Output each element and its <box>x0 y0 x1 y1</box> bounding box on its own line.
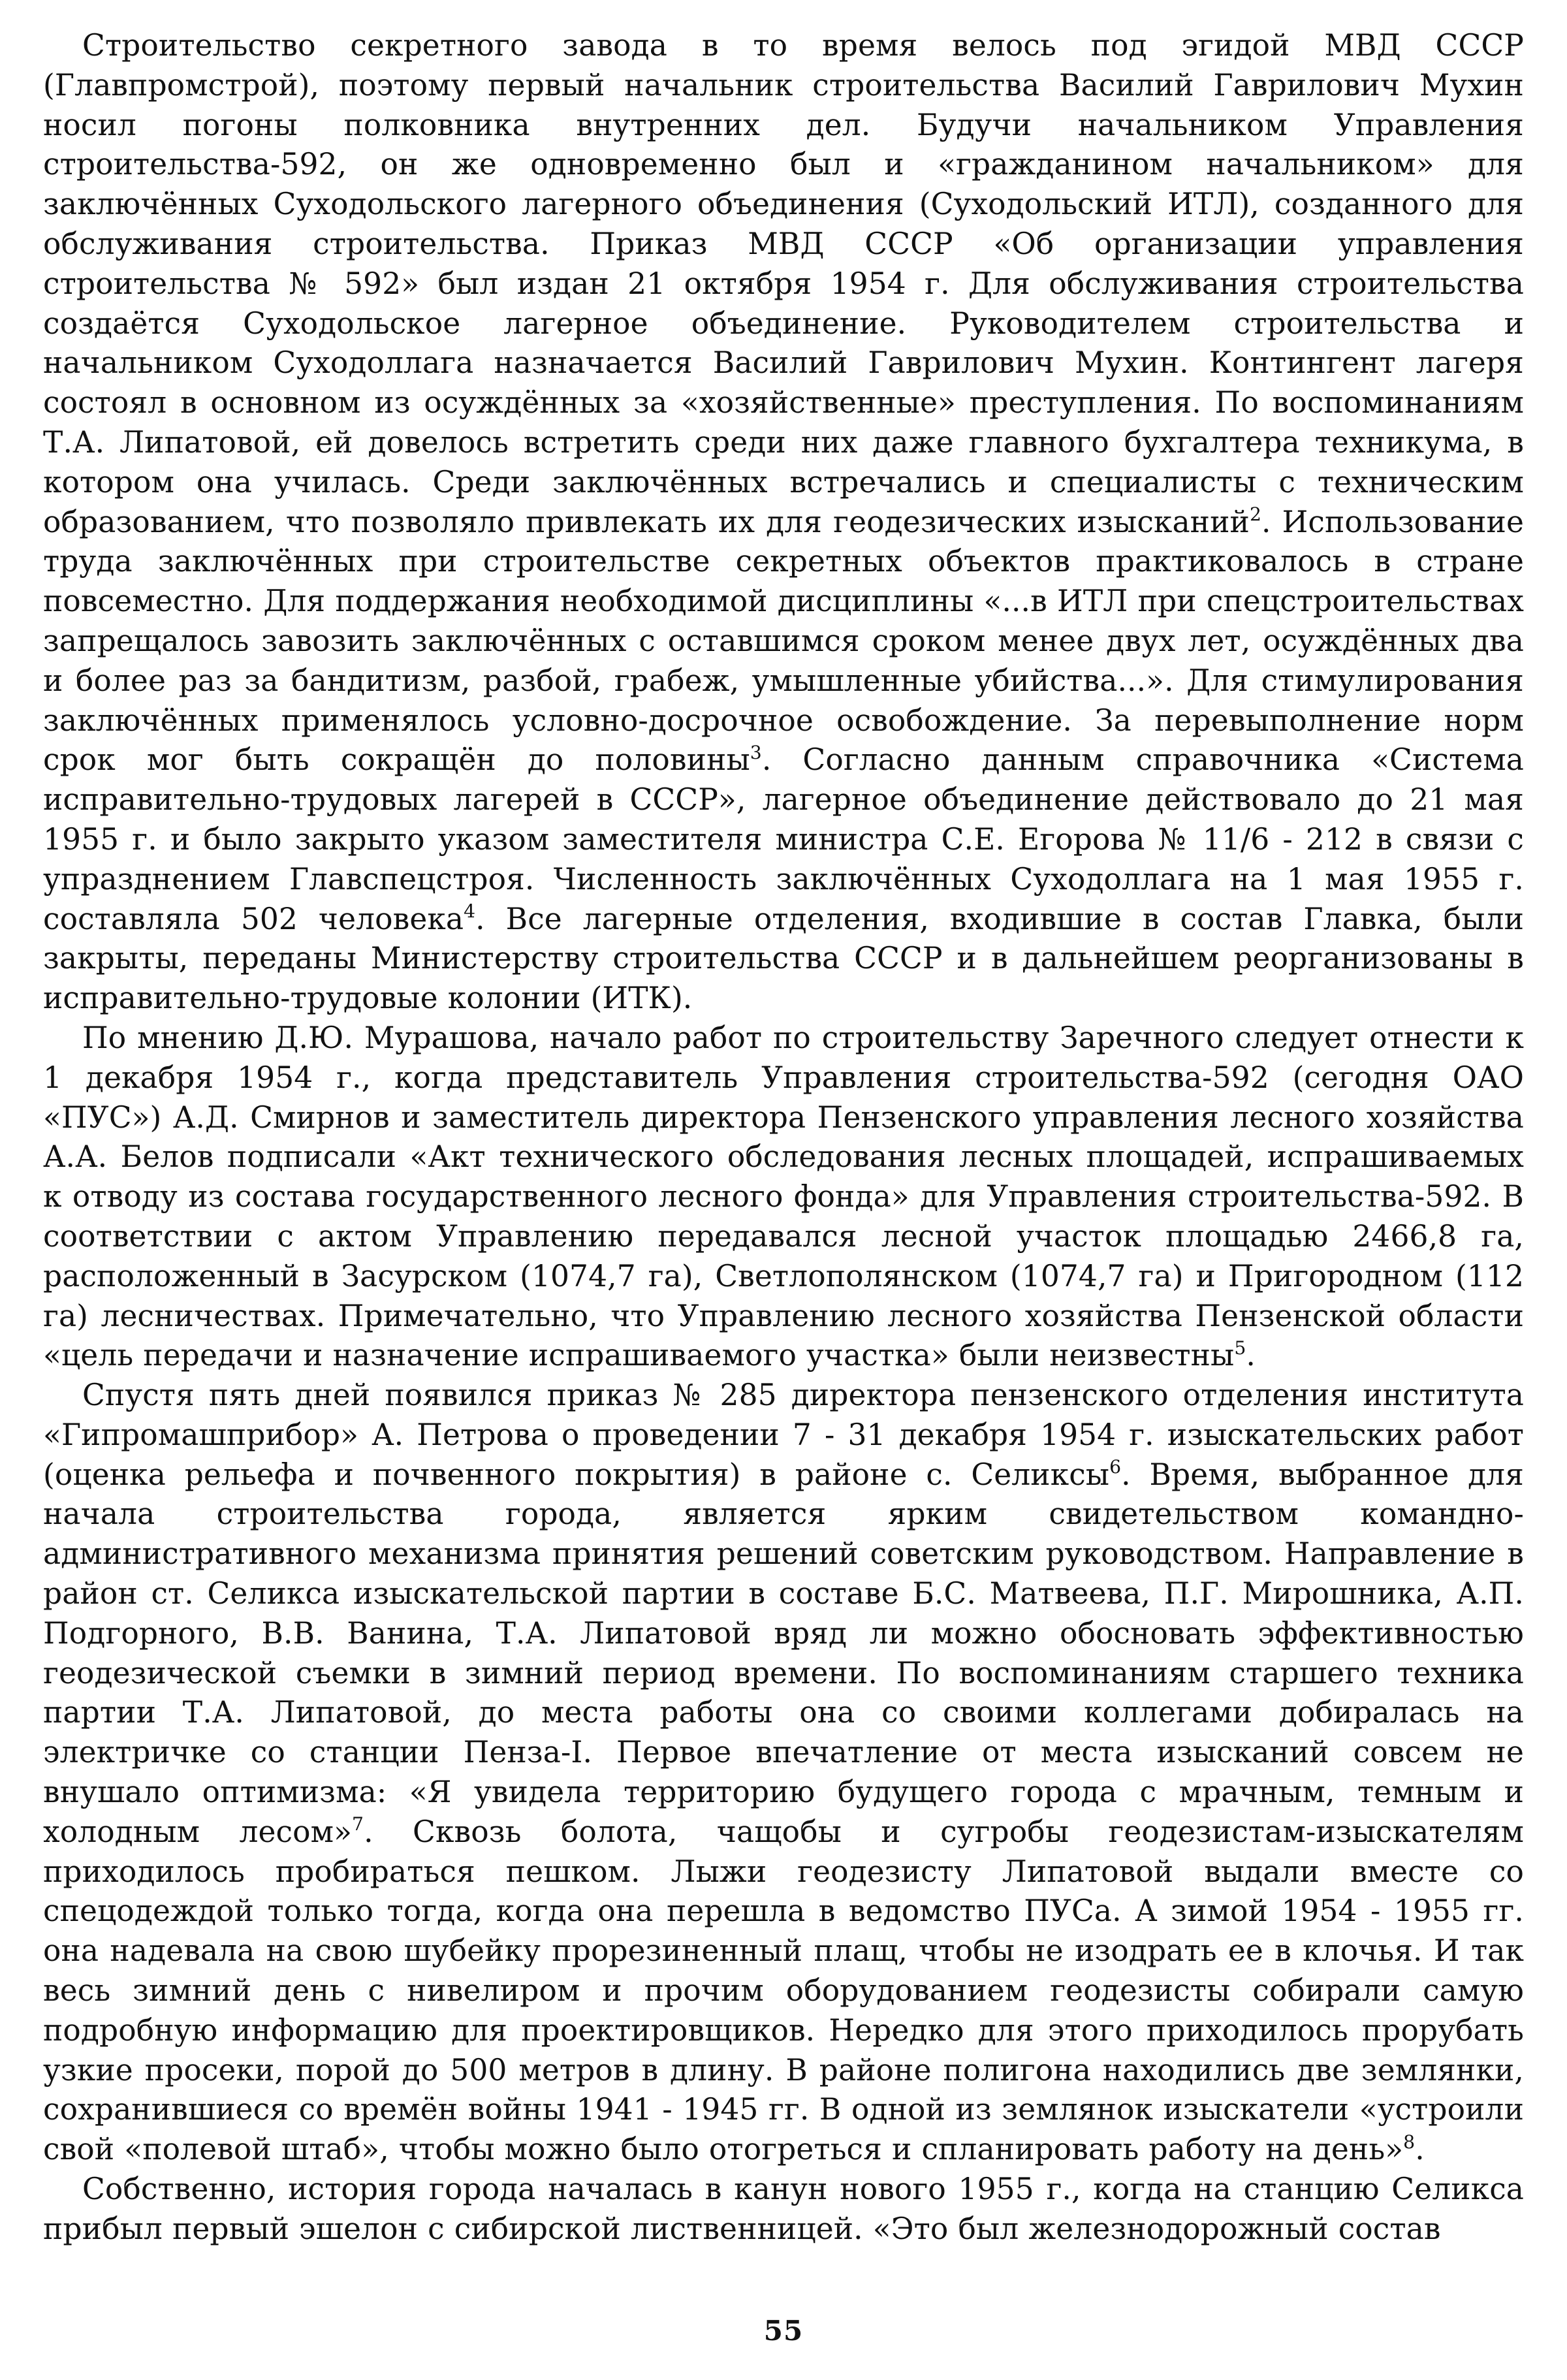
paragraph-1 <box>43 26 1524 1019</box>
paragraph-text: . <box>1415 2132 1425 2167</box>
paragraph-text: . <box>1246 1338 1256 1373</box>
paragraph-text: . Использование труда заключённых при строительстве секретных объектов практиковалось в стране повсеместно. Для поддержания необходимой дисциплины «...в ИТЛ при спецстроительствах запрещалось завозить заключённых с оставшимся сроком менее двух лет, осуждённых два и более раз за бандитизм, разбой, грабеж, умышленные убийства...». Для стимулирования заключённых применялось условно-досрочное освобождение. За перевыполнение норм срок мог быть сокращён до половины <box>43 504 1525 778</box>
paragraph-text: По мнению Д.Ю. Мурашова, начало работ по строительству Заречного следует отнести к 1 декабря 1954 г., когда представитель Управления строительства-592 (сегодня ОАО «ПУС») А.Д. Смирнов и заместитель директора Пензенского управления лесного хозяйства А.А. Белов подписали «Акт технического обследования лесных площадей, испрашиваемых к отводу из состава государственного лесного фонда» для Управления строительства-592. В соответствии с актом Управлению передавался лесной участок площадью 2466,8 га, расположенный в Засурском (1074,7 га), Светлополянском (1074,7 га) и Пригородном (112 га) лесничествах. Примечательно, что Управлению лесного хозяйства Пензенской области «цель передачи и назначение испрашиваемого участка» были неизвестны <box>43 1020 1524 1373</box>
footnote-ref-3[interactable]: 3 <box>750 741 762 763</box>
page-number: 55 <box>763 2315 804 2347</box>
footnote-ref-6[interactable]: 6 <box>1109 1456 1122 1478</box>
footnote-ref-2[interactable]: 2 <box>1249 503 1261 525</box>
footnote-ref-8[interactable]: 8 <box>1403 2131 1416 2153</box>
paragraph-2 <box>43 1019 1524 1376</box>
paragraph-4 <box>43 2170 1524 2249</box>
paragraph-text: Собственно, история города началась в канун нового 1955 г., когда на станцию Селикса прибыл первый эшелон с сибирской лиственницей. «Это был железнодорожный состав <box>43 2172 1524 2246</box>
footnote-ref-4[interactable]: 4 <box>464 900 476 922</box>
paragraph-text: Спустя пять дней появился приказ № 285 директора пензенского отделения института «Гипромашприбор» А. Петрова о проведении 7 - 31 декабря 1954 г. изыскательских работ (оценка рельефа и почвенного покрытия) в районе с. Селиксы <box>43 1378 1524 1492</box>
paragraph-text: . Согласно данным справочника «Система исправительно-трудовых лагерей в СССР», лагерное объединение действовало до 21 мая 1955 г. и было закрыто указом заместителя министра С.Е. Егорова № 11/6 - 212 в связи с упразднением Главспецстроя. Численность заключённых Суходоллага на 1 мая 1955 г. составляла 502 человека <box>43 742 1524 936</box>
paragraph-text: . Сквозь болота, чащобы и сугробы геодезистам-изыскателям приходилось пробираться пешком. Лыжи геодезисту Липатовой выдали вместе со спецодеждой только тогда, когда она перешла в ведомство ПУСа. А зимой 1954 - 1955 гг. она надевала на свою шубейку прорезиненный плащ, чтобы не изодрать ее в клочья. И так весь зимний день с нивелиром и прочим оборудованием геодезисты собирали самую подробную информацию для проектировщиков. Нередко для этого приходилось прорубать узкие просеки, порой до 500 метров в длину. В районе полигона находились две землянки, сохранившиеся со времён войны 1941 - 1945 гг. В одной из землянок изыскатели «устроили свой «полевой штаб», чтобы можно было отогреться и спланировать работу на день» <box>43 1814 1524 2167</box>
paragraph-text: . Все лагерные отделения, входившие в состав Главка, были закрыты, переданы Министерству строительства СССР и в дальнейшем реорганизованы в исправительно-трудовые колонии (ИТК). <box>43 901 1524 1016</box>
footnote-ref-7[interactable]: 7 <box>352 1813 364 1835</box>
paragraph-text: Строительство секретного завода в то время велось под эгидой МВД СССР (Главпромстрой), поэтому первый начальник строительства Василий Гаврилович Мухин носил погоны полковника внутренних дел. Будучи начальником Управления строительства-592, он же одновременно был и «гражданином начальником» для заключённых Суходольского лагерного объединения (Суходольский ИТЛ), созданного для обслуживания строительства. Приказ МВД СССР «Об организации управления строительства № 592» был издан 21 октября 1954 г. Для обслуживания строительства создаётся Суходольское лагерное объединение. Руководителем строительства и начальником Суходоллага назначается Василий Гаврилович Мухин. Контингент лагеря состоял в основном из осуждённых за «хозяйственные» преступления. По воспоминаниям Т.А. Липатовой, ей довелось встретить среди них даже главного бухгалтера техникума, в котором она училась. Среди заключённых встречались и специалисты с техническим образованием, что позволяло привлекать их для геодезических изысканий <box>43 28 1524 539</box>
paragraph-3 <box>43 1376 1524 2170</box>
page-body <box>43 26 1524 2249</box>
footnote-ref-5[interactable]: 5 <box>1234 1337 1246 1359</box>
paragraph-text: . Время, выбранное для начала строительства города, является ярким свидетельством командно-административного механизма принятия решений советским руководством. Направление в район ст. Селикса изыскательской партии в составе Б.С. Матвеева, П.Г. Мирошника, А.П. Подгорного, В.В. Ванина, Т.А. Липатовой вряд ли можно обосновать эффективностью геодезической съемки в зимний период времени. По воспоминаниям старшего техника партии Т.А. Липатовой, до места работы она со своими коллегами добиралась на электричке со станции Пенза-I. Первое впечатление от места изысканий совсем не внушало оптимизма: «Я увидела территорию будущего города с мрачным, темным и холодным лесом» <box>43 1457 1524 1849</box>
